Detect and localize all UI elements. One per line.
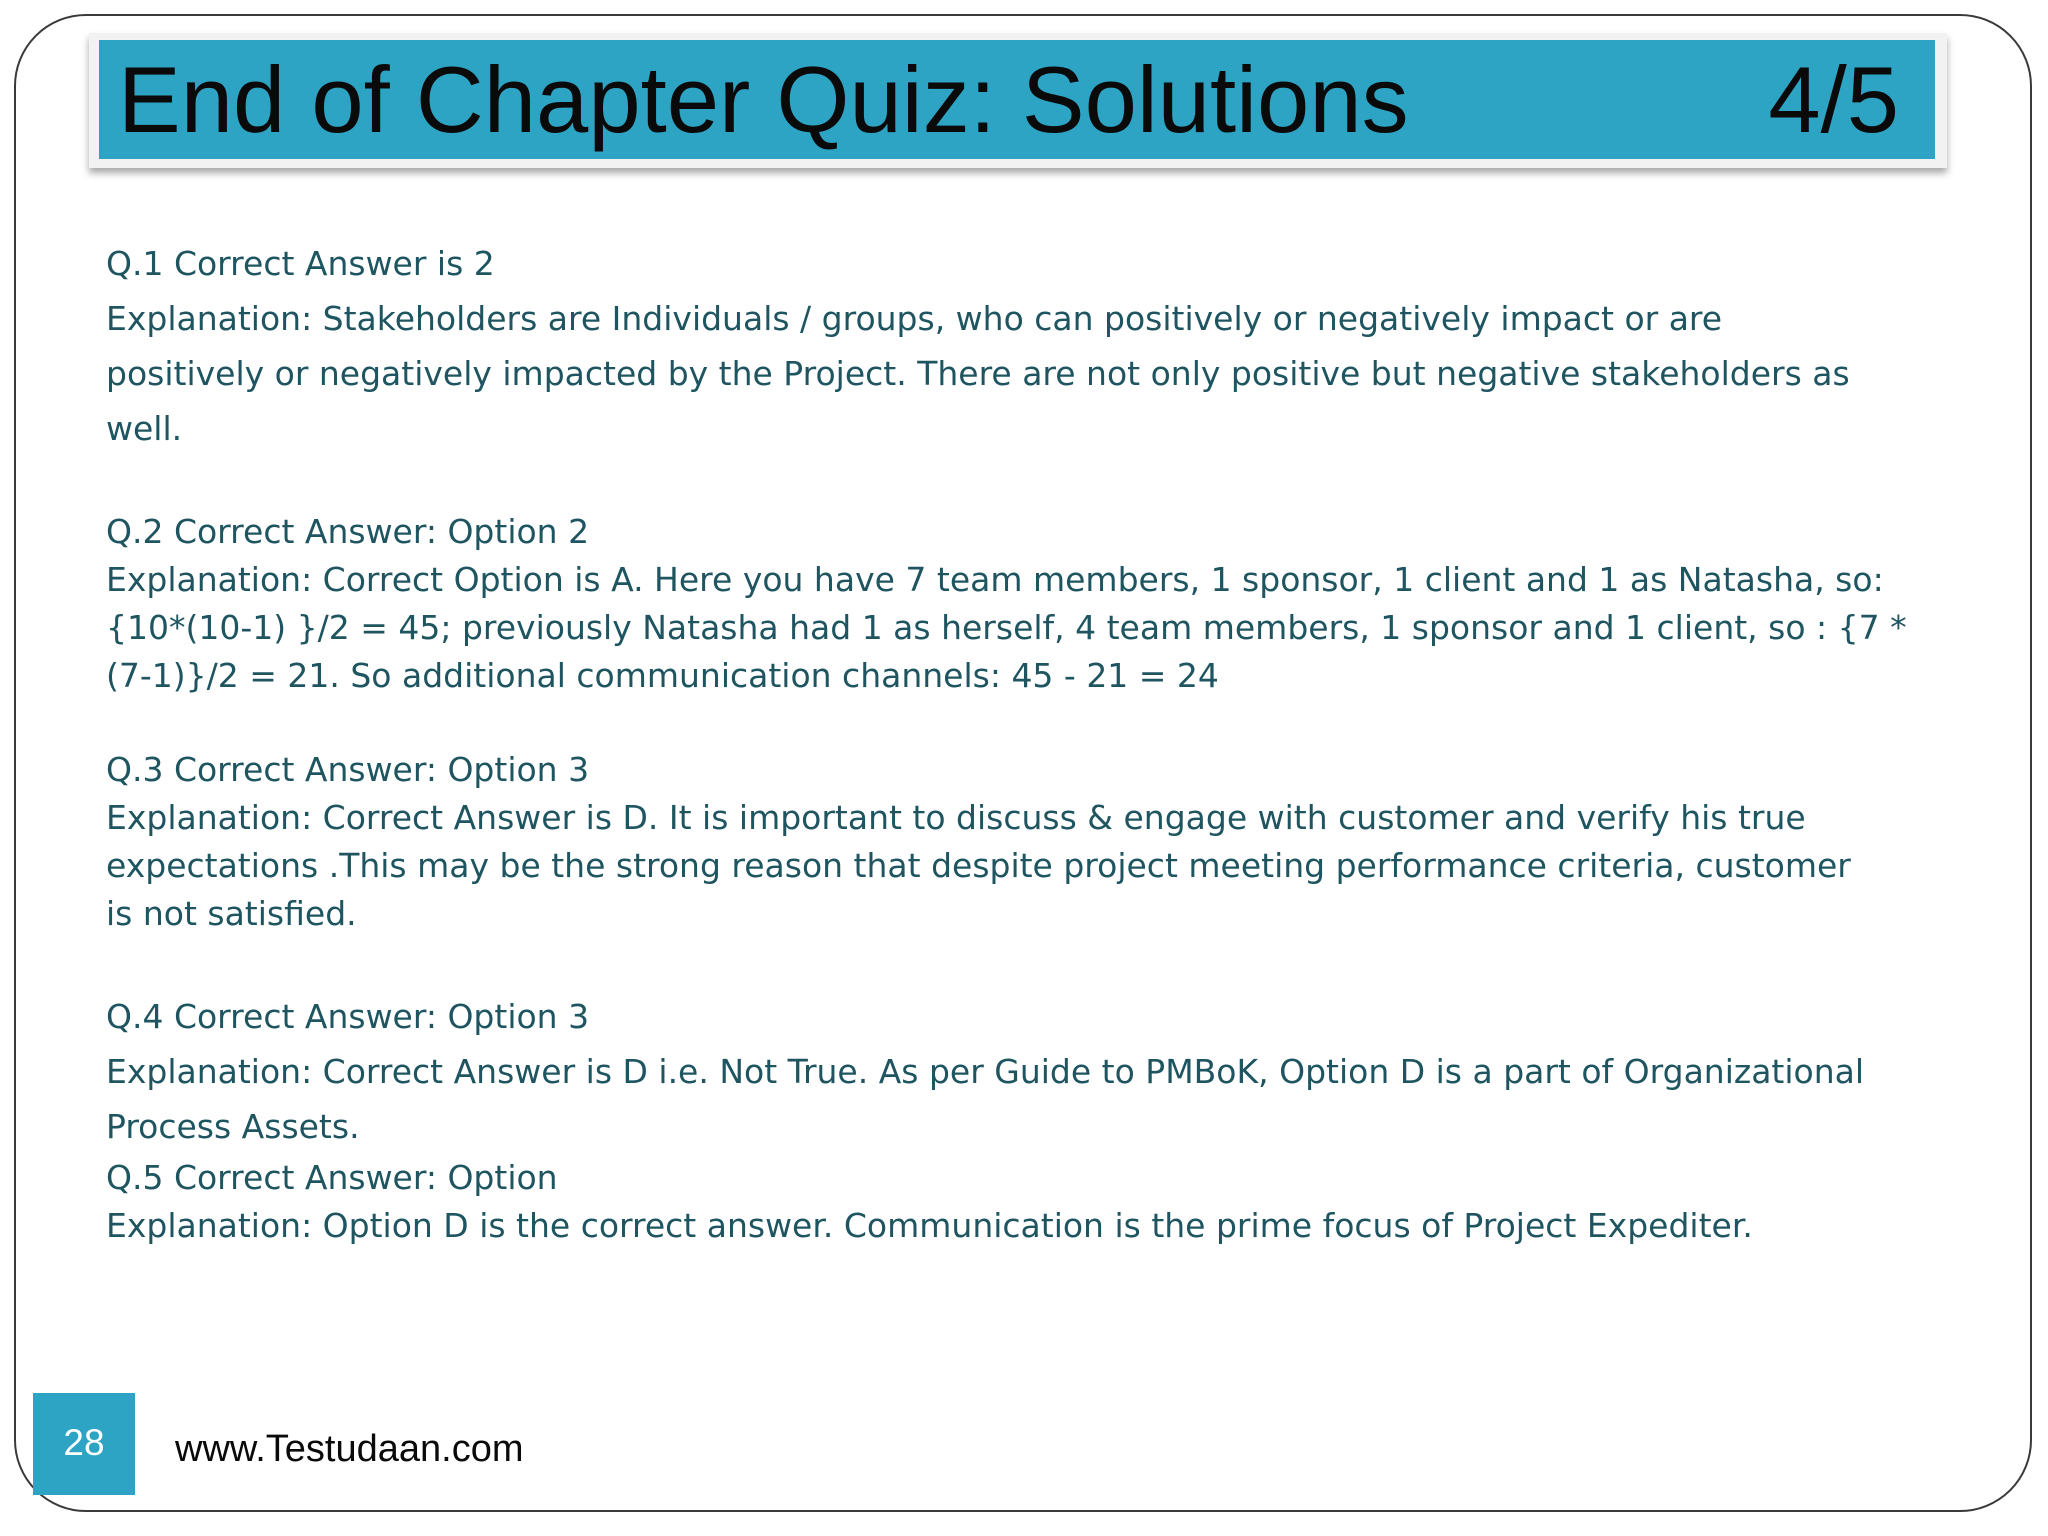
question-1-explanation-line: Explanation: Stakeholders are Individuals / groups, who can positively or negatively impact or are [106, 299, 1723, 338]
question-5-explanation-line: Explanation: Option D is the correct answer. Communication is the prime focus of Project Expediter. [106, 1206, 1753, 1245]
question-3-answer: Q.3 Correct Answer: Option 3 [106, 750, 590, 789]
question-4-solution [106, 989, 1865, 1154]
question-5-solution [106, 1154, 1846, 1250]
footer-website: www.Testudaan.com [175, 1428, 524, 1470]
question-1-explanation-line: positively or negatively impacted by the Project. There are not only positive but negative stakeholders as [106, 354, 1850, 393]
question-5-answer: Q.5 Correct Answer: Option [106, 1158, 558, 1197]
question-4-explanation-line: Process Assets. [106, 1107, 360, 1146]
question-2-answer: Q.2 Correct Answer: Option 2 [106, 512, 590, 551]
spacer [106, 938, 1846, 989]
question-3-solution [106, 746, 1851, 938]
question-3-explanation-line: Explanation: Correct Answer is D. It is important to discuss & engage with customer and verify his true [106, 798, 1806, 837]
question-1-answer: Q.1 Correct Answer is 2 [106, 244, 495, 283]
question-3-explanation-line: expectations .This may be the strong reason that despite project meeting performance criteria, customer [106, 846, 1851, 885]
solutions-content [106, 236, 1907, 1250]
spacer [106, 700, 1846, 746]
question-2-explanation-line: (7-1)}/2 = 21. So additional communication channels: 45 - 21 = 24 [106, 656, 1219, 695]
question-3-explanation-line: is not satisfied. [106, 894, 357, 933]
slide-number: 28 [33, 1393, 135, 1495]
quiz-page-indicator: 4/5 [1768, 47, 1899, 152]
question-1-solution [106, 236, 1850, 456]
slide-title: End of Chapter Quiz: Solutions [118, 47, 1409, 152]
question-2-solution [106, 508, 1907, 700]
question-2-explanation-line: {10*(10-1) }/2 = 45; previously Natasha had 1 as herself, 4 team members, 1 sponsor and 1 client, so : {7 * [106, 608, 1907, 647]
question-1-explanation-line: well. [106, 409, 183, 448]
question-4-explanation-line: Explanation: Correct Answer is D i.e. Not True. As per Guide to PMBoK, Option D is a part of Organizational [106, 1052, 1865, 1091]
spacer [106, 456, 1846, 508]
question-2-explanation-line: Explanation: Correct Option is A. Here you have 7 team members, 1 sponsor, 1 client and 1 as Natasha, so: [106, 560, 1884, 599]
question-4-answer: Q.4 Correct Answer: Option 3 [106, 997, 590, 1036]
